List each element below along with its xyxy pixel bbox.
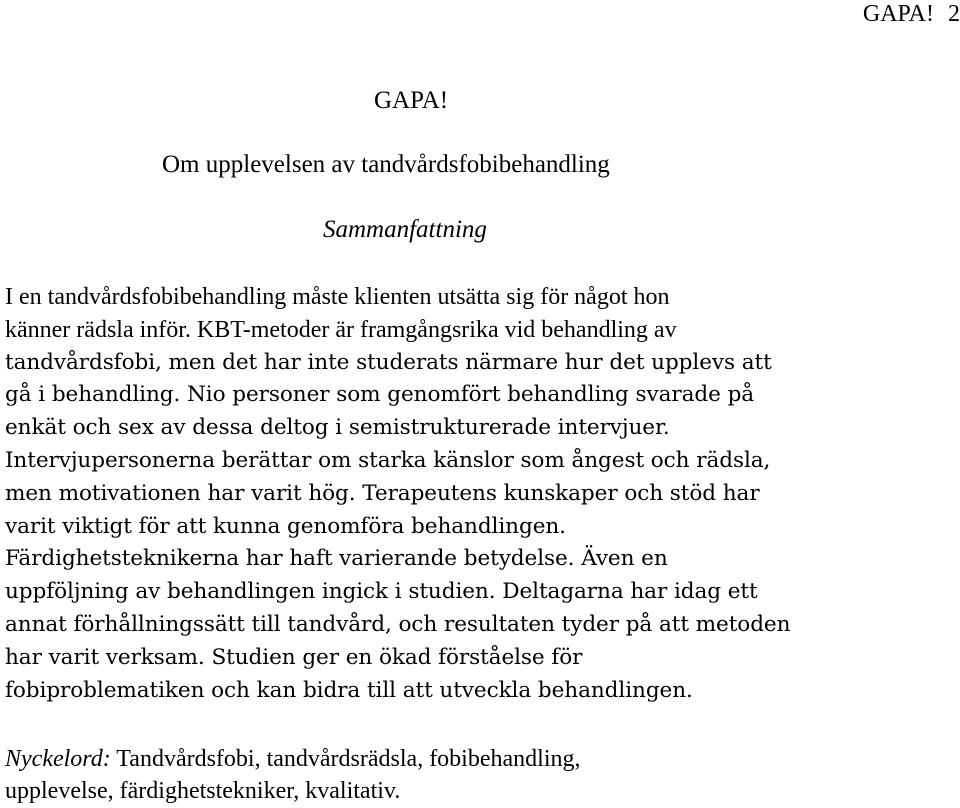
abstract-line: har varit verksam. Studien ger en ökad förståelse för	[5, 644, 583, 670]
abstract-line: tandvårdsfobi, men det har inte studerats närmare hur det upplevs att	[5, 349, 772, 375]
running-header-journal: GAPA!	[862, 1, 934, 27]
abstract-line: känner rädsla inför. KBT-metoder är framgångsrika vid behandling av	[5, 316, 677, 343]
abstract-heading: Sammanfattning	[323, 216, 487, 243]
abstract-line: uppföljning av behandlingen ingick i studien. Deltagarna har idag ett	[5, 579, 758, 605]
abstract-line: enkät och sex av dessa deltog i semistrukturerade intervjuer.	[5, 415, 670, 441]
journal-name: GAPA!	[374, 87, 449, 114]
abstract-line: men motivationen har varit hög. Terapeutens kunskaper och stöd har	[5, 480, 760, 506]
page-number: 2	[948, 1, 960, 27]
keywords	[5, 743, 955, 807]
keywords-terms-1: Tandvårdsfobi, tandvårdsrädsla, fobibehandling,	[110, 746, 581, 772]
abstract-line: Färdighetsteknikerna har haft varierande betydelse. Även en	[5, 546, 668, 572]
abstract-line: gå i behandling. Nio personer som genomfört behandling svarade på	[5, 382, 755, 408]
abstract-line: varit viktigt för att kunna genomföra behandlingen.	[5, 513, 566, 539]
keywords-label: Nyckelord:	[5, 746, 111, 772]
keywords-terms-2: upplevelse, färdighetstekniker, kvalitativ.	[5, 778, 401, 804]
abstract-line: I en tandvårdsfobibehandling måste klienten utsätta sig för något hon	[5, 284, 670, 310]
abstract-line: fobiproblematiken och kan bidra till att utveckla behandlingen.	[5, 677, 693, 703]
abstract-body	[5, 281, 955, 707]
abstract-line: annat förhållningssätt till tandvård, och resultaten tyder på att metoden	[5, 611, 791, 637]
keywords-line-1	[5, 743, 955, 775]
running-header	[863, 0, 960, 28]
abstract-line: Intervjupersonerna berättar om starka känslor som ångest och rädsla,	[5, 447, 771, 473]
document-title: Om upplevelsen av tandvårdsfobibehandling	[162, 151, 610, 178]
